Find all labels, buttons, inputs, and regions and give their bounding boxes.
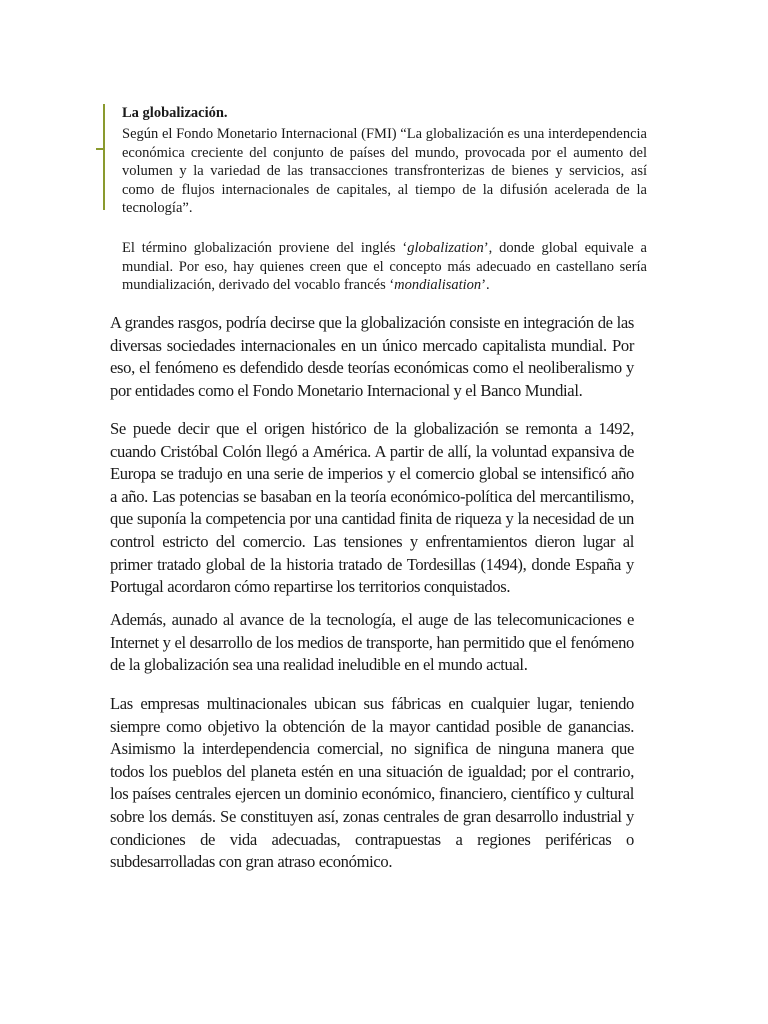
accent-tick <box>96 148 105 150</box>
accent-bar <box>103 104 105 210</box>
body-paragraph-1: A grandes rasgos, podría decirse que la globalización consiste en integración de las diversas sociedades internacionales en un único mercado capitalista mundial. Por eso, el fenómeno es defendido desde teorías económicas como el neoliberalismo y por entidades como el Fondo Monetario Internacional y el Banco Mundial. <box>110 313 634 400</box>
etymology-paragraph <box>122 239 647 295</box>
section-title: La globalización. <box>122 105 228 121</box>
etymology-text-c: ’. <box>481 277 490 294</box>
etymology-term-french: mondialisation <box>394 277 482 294</box>
etymology-text-b: ’, donde global equivale a mundial. Por eso, hay quienes creen que el concepto más adecuado en castellano sería mundialización, derivado del vocablo francés ‘ <box>122 240 647 294</box>
body-paragraph-3: Además, aunado al avance de la tecnología, el auge de las telecomunicaciones e Internet y el desarrollo de los medios de transporte, han permitido que el fenómeno de la globalización sea una realidad ineludible en el mundo actual. <box>110 610 634 675</box>
body-paragraph-2: Se puede decir que el origen histórico de la globalización se remonta a 1492, cuando Cristóbal Colón llegó a América. A partir de allí, la voluntad expansiva de Europa se tradujo en una serie de imperios y el comercio global se intensificó año a año. Las potencias se basaban en la teoría económico-política del mercantilismo, que suponía la competencia por una cantidad finita de riqueza y la necesidad de un control estricto del comercio. Las tensiones y enfrentamientos dieron lugar al primer tratado global de la historia tratado de Tordesillas (1494), donde España y Portugal acordaron cómo repartirse los territorios conquistados. <box>110 419 634 597</box>
etymology-text-a: El término globalización proviene del inglés ‘ <box>122 240 408 256</box>
etymology-term-english: globalization <box>407 240 484 256</box>
body-paragraph-4: Las empresas multinacionales ubican sus fábricas en cualquier lugar, teniendo siempre como objetivo la obtención de la mayor cantidad posible de ganancias. Asimismo la interdependencia comercial, no significa de ninguna manera que todos los pueblos del planeta estén en una situación de igualdad; por el contrario, los países centrales ejercen un dominio económico, financiero, científico y cultural sobre los demás. Se constituyen así, zonas centrales de gran desarrollo industrial y condiciones de vida adecuadas, contrapuestas a regiones periféricas o subdesarrolladas con gran atraso económico. <box>110 694 634 872</box>
definition-paragraph: Según el Fondo Monetario Internacional (FMI) “La globalización es una interdependencia económica creciente del conjunto de países del mundo, provocada por el aumento del volumen y la variedad de las transacciones transfronterizas de bienes y servicios, así como de flujos internacionales de capitales, al tiempo de la difusión acelerada de la tecnología”. <box>122 126 647 217</box>
